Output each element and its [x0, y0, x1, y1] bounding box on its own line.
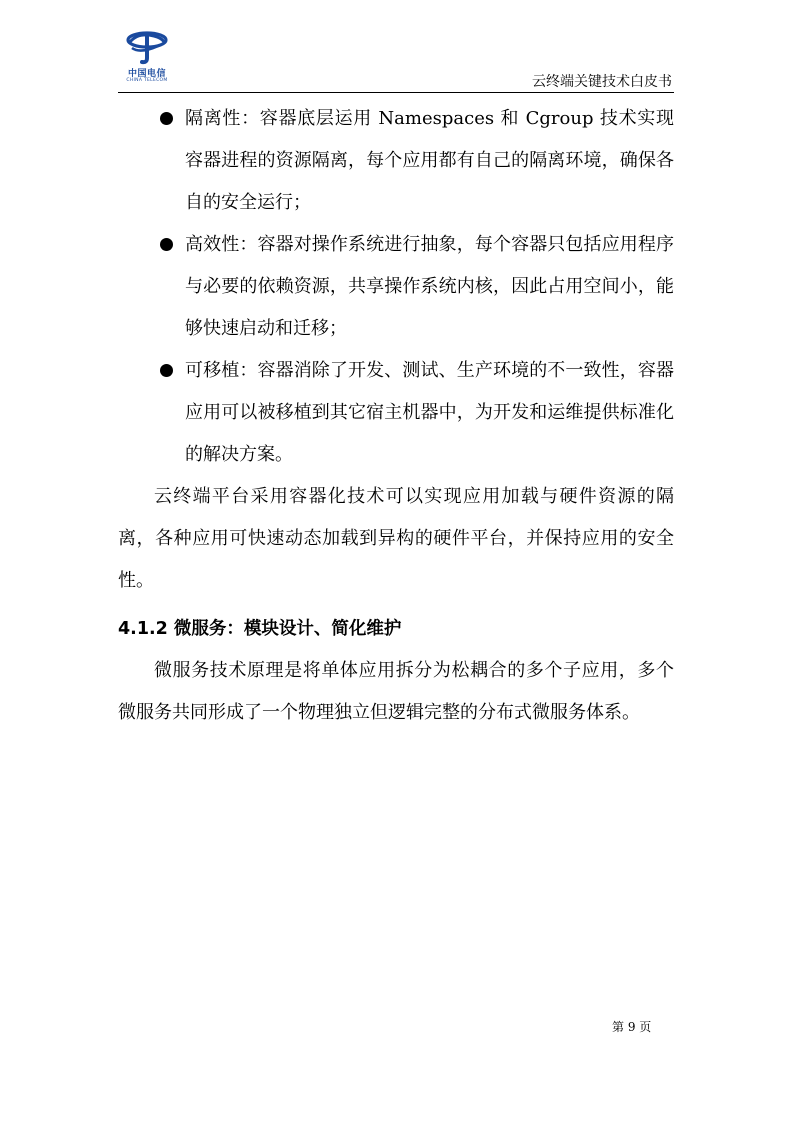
page-content — [118, 98, 674, 734]
bullet-dot-icon — [160, 112, 173, 125]
company-logo — [118, 28, 176, 90]
logo-text-cn: 中国电信 — [127, 69, 166, 79]
page-number: 第 9 页 — [612, 1020, 652, 1034]
bullet-item — [118, 350, 674, 476]
document-title: 云终端关键技术白皮书 — [532, 74, 672, 90]
bullet-text: 高效性：容器对操作系统进行抽象，每个容器只包括应用程序与必要的依赖资源，共享操作系统内核，因此占用空间小，能够快速启动和迁移； — [185, 234, 674, 339]
bullet-dot-icon — [160, 364, 173, 377]
bullet-item — [118, 224, 674, 350]
section-heading: 4.1.2 微服务：模块设计、简化维护 — [118, 619, 402, 639]
china-telecom-logo-icon — [118, 28, 176, 66]
header-divider — [118, 92, 674, 93]
body-paragraph: 云终端平台采用容器化技术可以实现应用加载与硬件资源的隔离，各种应用可快速动态加载到异构的硬件平台，并保持应用的安全性。 — [118, 486, 674, 591]
bullet-text: 可移植：容器消除了开发、测试、生产环境的不一致性，容器应用可以被移植到其它宿主机器中，为开发和运维提供标准化的解决方案。 — [185, 360, 674, 465]
section-paragraph: 微服务技术原理是将单体应用拆分为松耦合的多个子应用，多个微服务共同形成了一个物理独立但逻辑完整的分布式微服务体系。 — [118, 660, 674, 723]
bullet-text: 隔离性：容器底层运用 Namespaces 和 Cgroup 技术实现容器进程的资源隔离，每个应用都有自己的隔离环境，确保各自的安全运行； — [185, 108, 674, 213]
bullet-dot-icon — [160, 238, 173, 251]
logo-text-en: CHINA TELECOM — [126, 78, 168, 83]
bullet-item — [118, 98, 674, 224]
